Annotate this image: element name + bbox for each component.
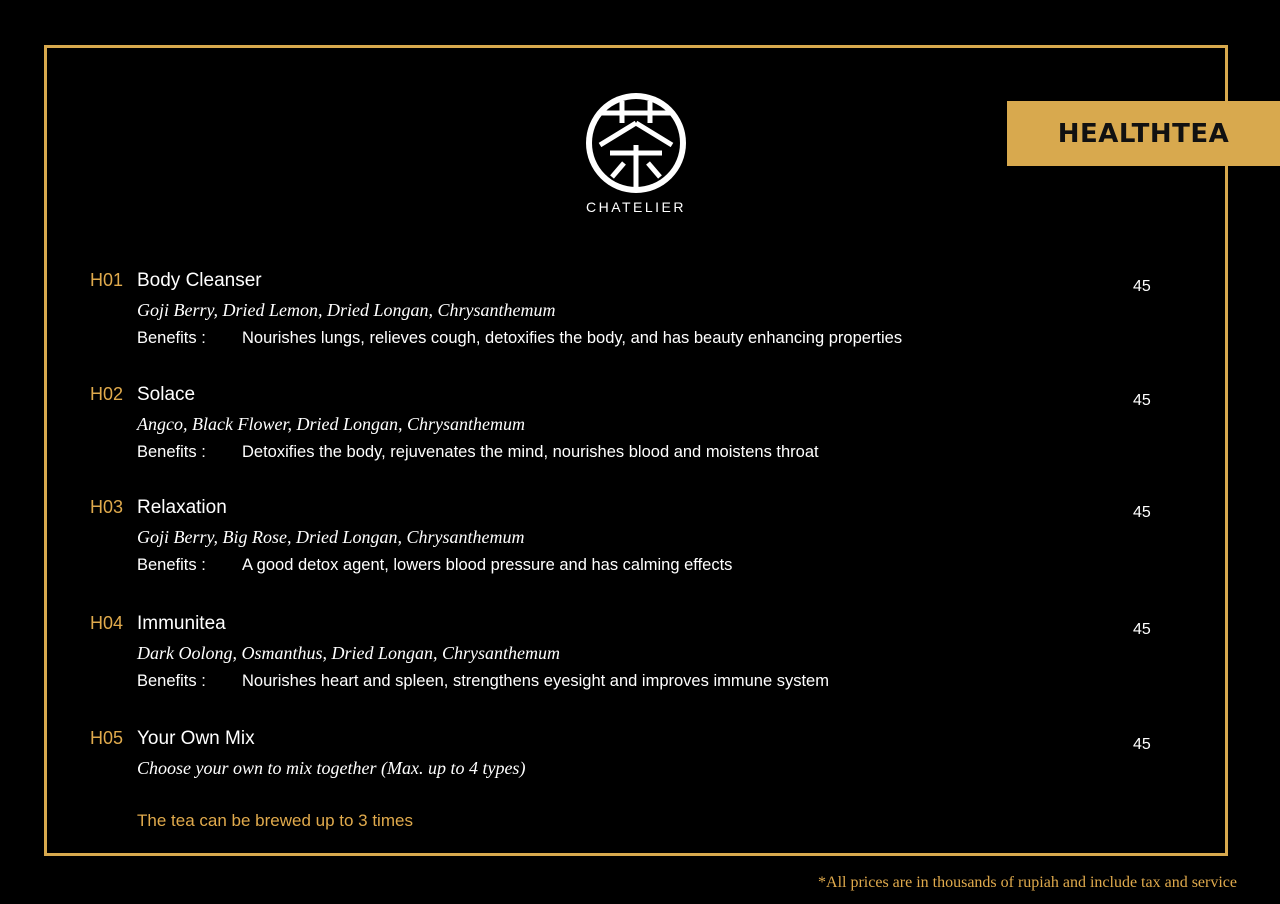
menu-item-h04	[90, 613, 829, 690]
menu-item-h05	[90, 728, 526, 778]
item-benefits	[137, 443, 819, 462]
benefits-text: Nourishes lungs, relieves cough, detoxifies the body, and has beauty enhancing properties	[242, 329, 903, 347]
brewing-note: The tea can be brewed up to 3 times	[137, 811, 413, 830]
item-price: 45	[1133, 736, 1151, 753]
price-footnote: *All prices are in thousands of rupiah and include tax and service	[818, 874, 1237, 891]
item-ingredients: Goji Berry, Dried Lemon, Dried Longan, Chrysanthemum	[137, 300, 556, 320]
item-ingredients: Dark Oolong, Osmanthus, Dried Longan, Chrysanthemum	[137, 643, 560, 663]
brand-name: CHATELIER	[585, 199, 687, 215]
item-ingredients: Goji Berry, Big Rose, Dried Longan, Chrysanthemum	[137, 527, 525, 547]
item-name: Relaxation	[137, 497, 227, 518]
item-name: Solace	[137, 384, 196, 405]
menu-item-h03	[90, 497, 733, 574]
item-price: 45	[1133, 504, 1151, 521]
benefits-label: Benefits :	[137, 443, 206, 461]
item-name: Your Own Mix	[137, 728, 255, 749]
item-benefits	[137, 672, 829, 691]
item-price: 45	[1133, 278, 1151, 295]
item-benefits	[137, 329, 902, 348]
benefits-label: Benefits :	[137, 329, 206, 347]
benefits-label: Benefits :	[137, 556, 206, 574]
benefits-text: Nourishes heart and spleen, strengthens eyesight and improves immune system	[242, 672, 829, 690]
item-code: H04	[90, 613, 124, 633]
item-benefits	[137, 556, 732, 575]
item-name: Body Cleanser	[137, 270, 262, 291]
category-label: HEALTHTEA	[1057, 118, 1230, 149]
item-ingredients: Angco, Black Flower, Dried Longan, Chrysanthemum	[137, 414, 525, 434]
item-price: 45	[1133, 621, 1151, 638]
cha-tea-character-logo-icon	[586, 93, 686, 193]
benefits-text: Detoxifies the body, rejuvenates the mind, nourishes blood and moistens throat	[242, 443, 819, 461]
menu-item-h01	[90, 270, 903, 347]
item-code: H01	[90, 270, 124, 290]
benefits-label: Benefits :	[137, 672, 206, 690]
item-price: 45	[1133, 392, 1151, 409]
item-name: Immunitea	[137, 613, 226, 634]
benefits-text: A good detox agent, lowers blood pressure and has calming effects	[242, 556, 733, 574]
item-ingredients: Choose your own to mix together (Max. up to 4 types)	[137, 758, 526, 778]
item-code: H05	[90, 728, 124, 748]
category-tab	[1007, 101, 1280, 166]
item-code: H03	[90, 497, 124, 517]
menu-item-h02	[90, 384, 819, 461]
item-code: H02	[90, 384, 124, 404]
